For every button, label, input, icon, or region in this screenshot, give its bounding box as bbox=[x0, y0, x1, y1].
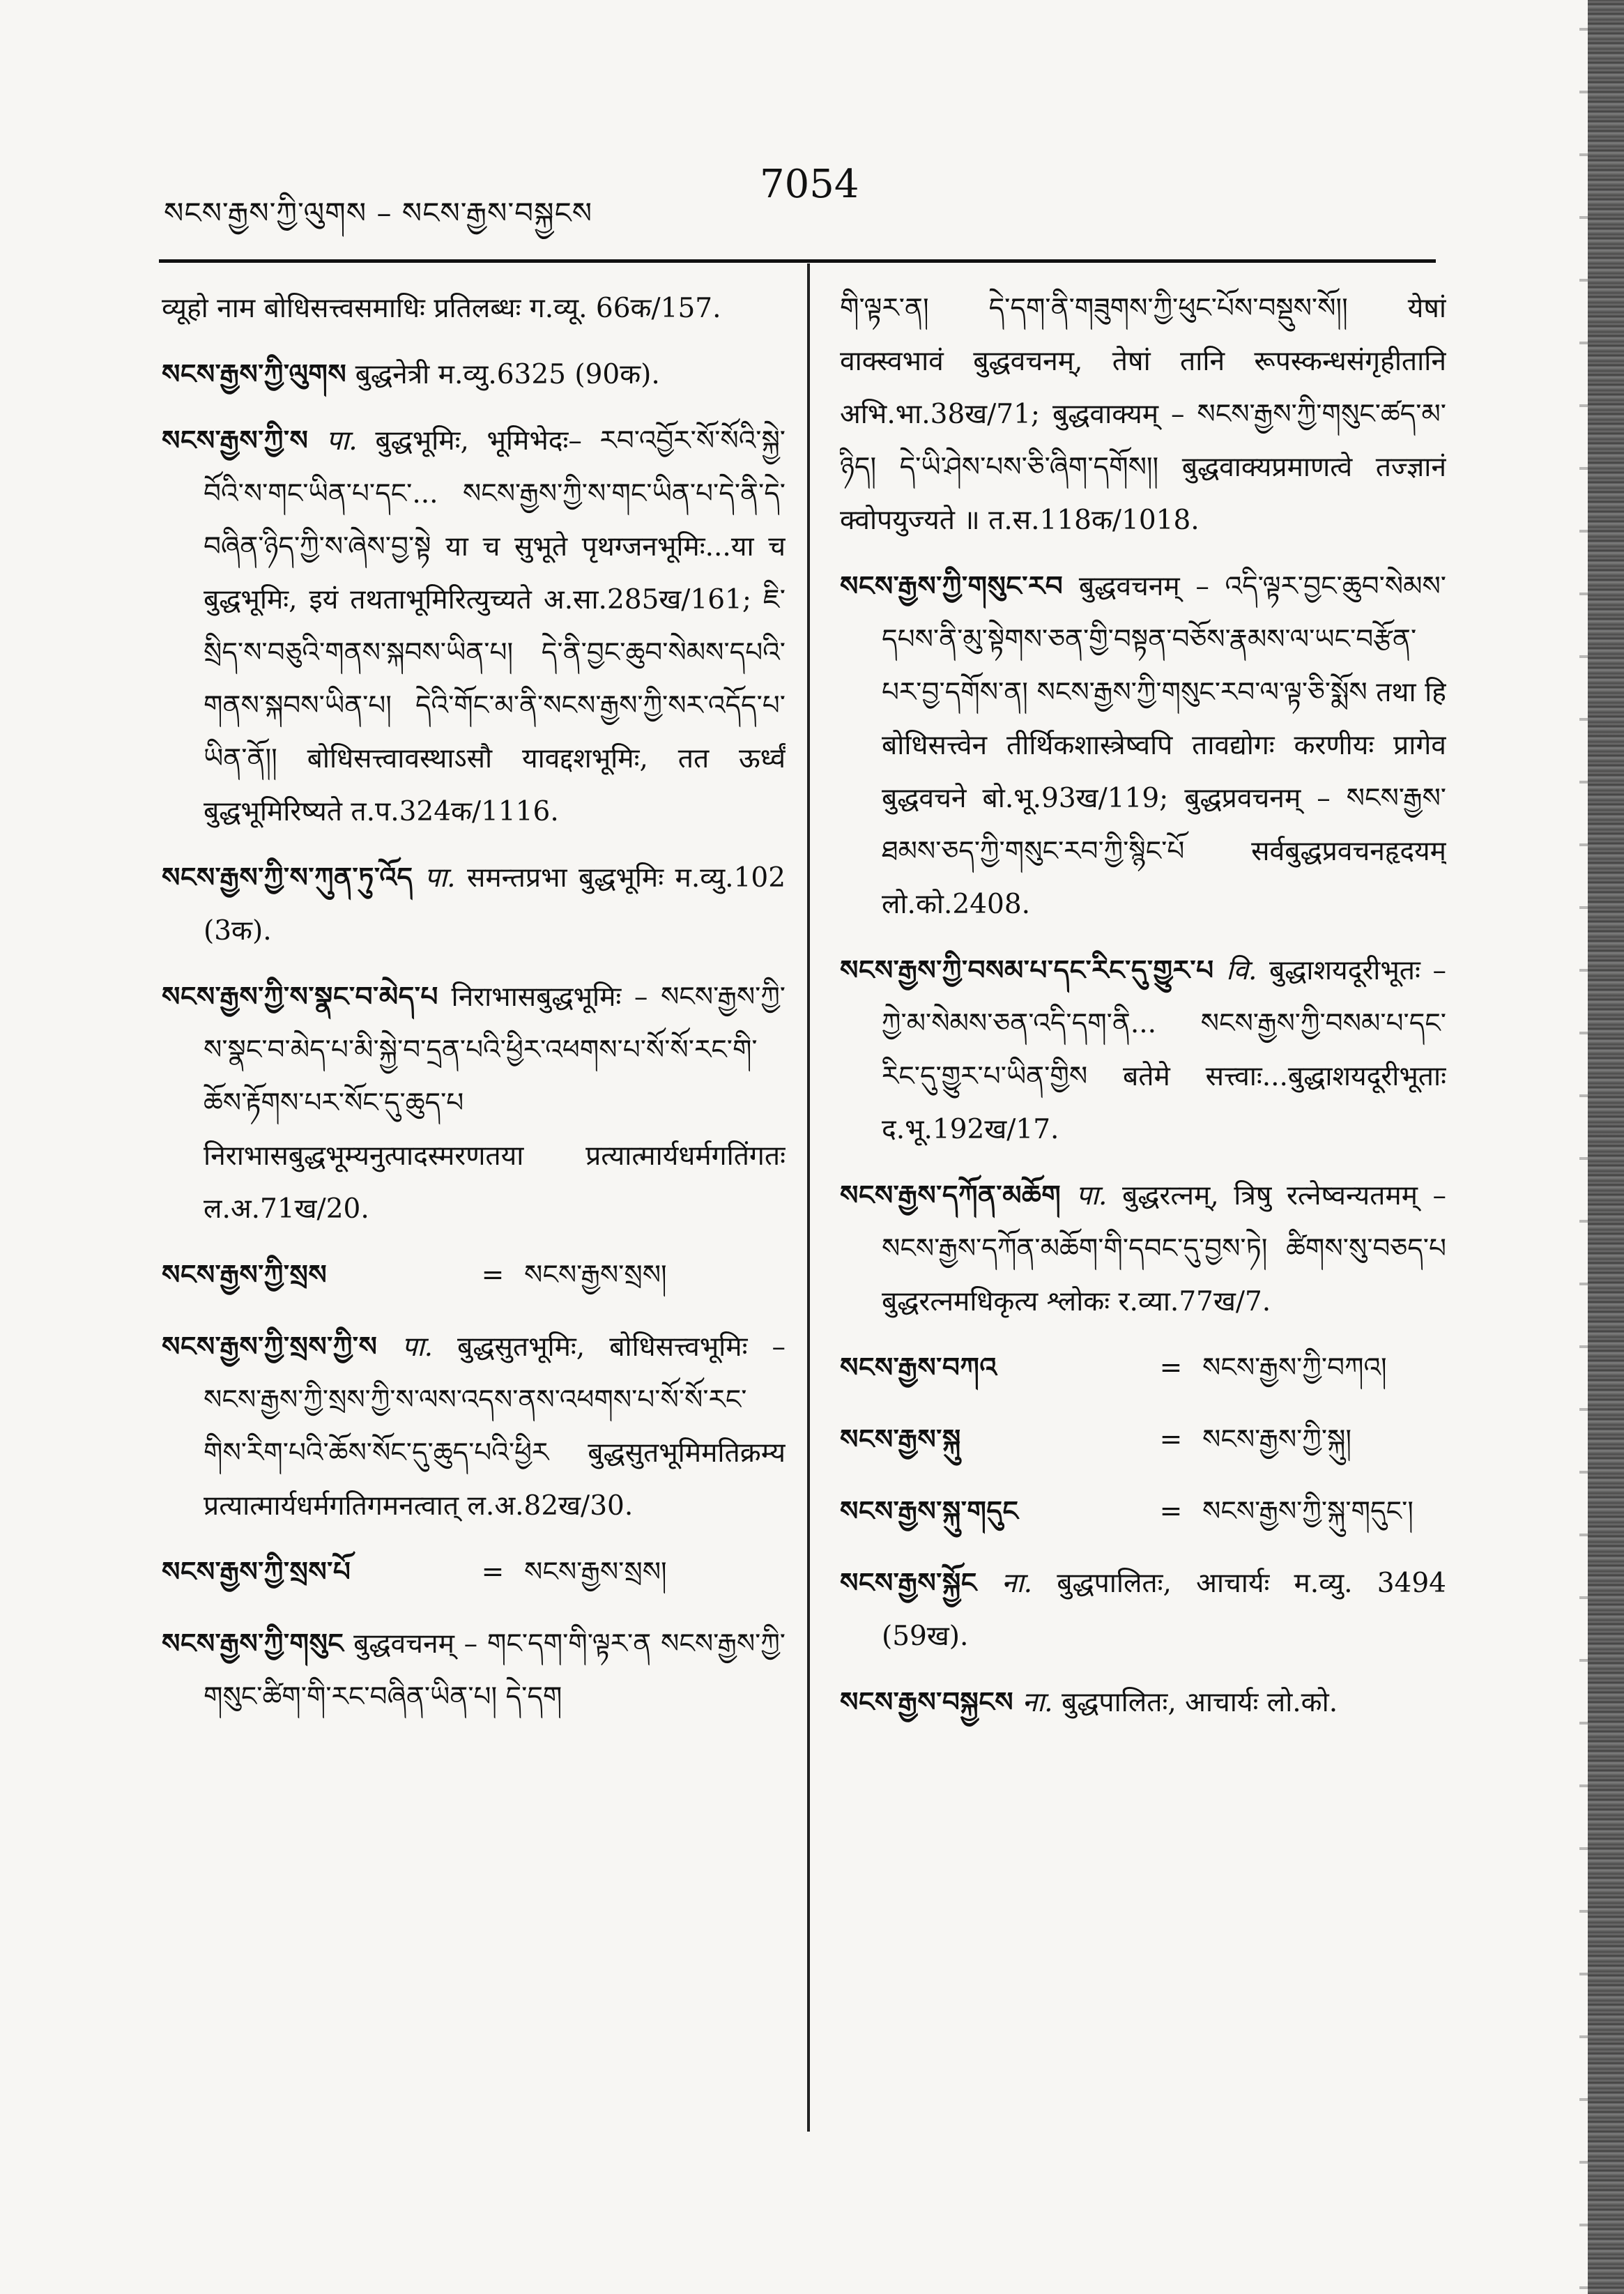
dictionary-entry bbox=[840, 1557, 1446, 1663]
equals-sign: = bbox=[1159, 1352, 1183, 1384]
header-rule bbox=[159, 259, 1436, 263]
dictionary-entry bbox=[162, 414, 786, 839]
entry-text: बुद्धवचनम् – གང་དག་གི་ལྟར་ན སངས་རྒྱས་ཀྱི་གསུང་ཚིག་གི་རང་བཞིན་ཡིན་པ། དེ་དག bbox=[204, 1628, 786, 1713]
cross-reference-target: སངས་རྒྱས་ཀྱི་བཀའ། bbox=[1202, 1352, 1387, 1384]
grammar-tag: ना. bbox=[1001, 1568, 1033, 1599]
headword: སངས་རྒྱས་སྐུ་གདུང bbox=[840, 1495, 1019, 1527]
grammar-tag: पा. bbox=[424, 862, 456, 894]
headword: སངས་རྒྱས་སྐུ bbox=[840, 1423, 961, 1455]
right-column bbox=[840, 282, 1446, 2123]
dictionary-entry bbox=[840, 560, 1446, 931]
equals-sign: = bbox=[1159, 1424, 1183, 1455]
cross-reference-entry bbox=[840, 1485, 1446, 1538]
headword: སངས་རྒྱས་ཀྱི་ས་སྣང་བ་མེད་པ bbox=[162, 981, 438, 1013]
equals-sign: = bbox=[1159, 1496, 1183, 1527]
cross-reference-target: སངས་རྒྱས་ཀྱི་སྐུ་གདུང་། bbox=[1202, 1496, 1414, 1527]
headword: སངས་རྒྱས་ཀྱི་གསུང་རབ bbox=[840, 570, 1064, 602]
entry-text: बुद्धभूमिः, भूमिभेदः– རབ་འབྱོར་སོ་སོའི་སྐྱེ་བོའི་ས་གང་ཡིན་པ་དང་... སངས་རྒྱས་ཀྱི་ས་གང་ཡིན་པ་དེ་ནི་དེ་བཞིན་ཉིད་ཀྱི་ས་ཞེས་བྱ་སྟེ या च सुभूते पृथग्जनभूमिः...या च बुद्धभूमिः, इयं तथताभूमिरित्युच्यते अ.सा.285ख/161; ཇི་སྲིད་ས་བཅུའི་གནས་སྐབས་ཡིན་པ། དེ་ནི་བྱང་ཆུབ་སེམས་དཔའི་གནས་སྐབས་ཡིན་པ། དེའི་གོང་མ་ནི་སངས་རྒྱས་ཀྱི་སར་འདོད་པ་ཡིན་ནོ།། बोधिसत्त्वावस्थाऽसौ यावद्दशभूमिः, तत ऊर्ध्वं बुद्धभूमिरिष्यते त.प.324क/1116. bbox=[204, 425, 786, 827]
cross-reference-entry bbox=[840, 1341, 1446, 1395]
entry-text: व्यूहो नाम बोधिसत्त्वसमाधिः प्रतिलब्धः ग.व्यू. 66क/157. bbox=[162, 293, 721, 324]
dictionary-entry bbox=[162, 348, 786, 402]
entry-text: बुद्धपालितः, आचार्यः लो.को. bbox=[1062, 1687, 1338, 1718]
entry-continuation bbox=[162, 282, 786, 335]
page-edge-shadow bbox=[1588, 0, 1624, 2294]
cross-reference-target: སངས་རྒྱས་སྲས། bbox=[524, 1260, 667, 1291]
headword: སངས་རྒྱས་ཀྱི་བསམ་པ་དང་རིང་དུ་གྱུར་པ bbox=[840, 954, 1214, 986]
cross-reference-entry bbox=[162, 1545, 786, 1599]
grammar-tag: पा. bbox=[326, 425, 358, 457]
dictionary-entry bbox=[162, 970, 786, 1236]
headword: སངས་རྒྱས་ཀྱི་སྲས་ཀྱི་ས bbox=[162, 1331, 378, 1363]
grammar-tag: पा. bbox=[401, 1331, 434, 1363]
page-number: 7054 bbox=[760, 162, 859, 207]
entry-text: बुद्धवचनम् – འདི་ལྟར་བྱང་ཆུབ་སེམས་དཔས་ནི་མུ་སྟེགས་ཅན་གྱི་བསྟན་བཅོས་རྣམས་ལ་ཡང་བརྩོན་པར་བྱ་དགོས་ན། སངས་རྒྱས་ཀྱི་གསུང་རབ་ལ་ལྟ་ཅི་སྨོས तथा हि बोधिसत्त्वेन तीर्थिकशास्त्रेष्वपि तावद्योगः करणीयः प्रागेव बुद्धवचने बो.भू.93ख/119; बुद्धप्रवचनम् – སངས་རྒྱས་ཐམས་ཅད་ཀྱི་གསུང་རབ་ཀྱི་སྙིང་པོ सर्वबुद्धप्रवचनहृदयम् लो.को.2408. bbox=[882, 571, 1446, 920]
dictionary-entry bbox=[162, 1320, 786, 1533]
headword: སངས་རྒྱས་ཀྱི་སྲས bbox=[162, 1259, 328, 1291]
column-divider bbox=[807, 263, 810, 2132]
cross-reference-target: སངས་རྒྱས་སྲས། bbox=[524, 1557, 667, 1588]
running-head: སངས་རྒྱས་ཀྱི་ལུགས – སངས་རྒྱས་བསྐྱངས bbox=[164, 196, 593, 230]
dictionary-entry bbox=[840, 1169, 1446, 1329]
headword: སངས་རྒྱས་སྐྱོང bbox=[840, 1567, 977, 1599]
grammar-tag: वि. bbox=[1226, 955, 1257, 986]
entry-text: बुद्धनेत्री म.व्यु.6325 (90क). bbox=[355, 359, 660, 390]
headword: སངས་རྒྱས་ཀྱི་ས bbox=[162, 425, 309, 457]
left-column bbox=[162, 282, 786, 2123]
headword: སངས་རྒྱས་ཀྱི་ས་ཀུན་ཏུ་འོད bbox=[162, 862, 413, 894]
headword: སངས་རྒྱས་བཀའ bbox=[840, 1352, 997, 1384]
cross-reference-entry bbox=[162, 1248, 786, 1302]
entry-text: གི་ལྟར་ན། དེ་དག་ནི་གཟུགས་ཀྱི་ཕུང་པོས་བསྡུས་སོ།། येषां वाक्स्वभावं बुद्धवचनम्, तेषां तानि रूपस्कन्धसंगृहीतानि अभि.भा.38ख/71; बुद्धवाक्यम् – སངས་རྒྱས་ཀྱི་གསུང་ཚད་མ་ཉིད། དེ་ཡི་ཤེས་པས་ཅི་ཞིག་དགོས།། बुद्धवाक्यप्रमाणत्वे तज्ज्ञानं क्वोपयुज्यते ॥ त.स.118क/1018. bbox=[840, 293, 1446, 536]
entry-text: बुद्धसुतभूमिः, बोधिसत्त्वभूमिः – སངས་རྒྱས་ཀྱི་སྲས་ཀྱི་ས་ལས་འདས་ནས་འཕགས་པ་སོ་སོ་རང་གིས་རིག་པའི་ཆོས་སོང་དུ་ཆུད་པའི་ཕྱིར बुद्धसुतभूमिमतिक्रम्य प्रत्यात्मार्यधर्मगतिगमनत्वात् ल.अ.82ख/30. bbox=[204, 1331, 786, 1522]
dictionary-entry bbox=[840, 1676, 1446, 1729]
equals-sign: = bbox=[481, 1260, 505, 1291]
dictionary-entry bbox=[162, 1617, 786, 1724]
entry-text: बुद्धरत्नम्, त्रिषु रत्नेष्वन्यतमम् – སངས་རྒྱས་དཀོན་མཆོག་གི་དབང་དུ་བྱས་ཏེ། ཚིགས་སུ་བཅད་པ बुद्धरत्नमधिकृत्य श्लोकः र.व्या.77ख/7. bbox=[882, 1180, 1446, 1317]
headword: སངས་རྒྱས་ཀྱི་སྲས་པོ bbox=[162, 1556, 351, 1588]
grammar-tag: ना. bbox=[1022, 1687, 1053, 1718]
entry-continuation bbox=[840, 282, 1446, 547]
dictionary-entry bbox=[840, 944, 1446, 1156]
equals-sign: = bbox=[481, 1557, 505, 1588]
headword: སངས་རྒྱས་ཀྱི་ལུགས bbox=[162, 358, 347, 390]
headword: སངས་རྒྱས་ཀྱི་གསུང bbox=[162, 1628, 344, 1660]
entry-text: समन्तप्रभा बुद्धभूमिः म.व्यु.102 (3क). bbox=[204, 862, 786, 947]
entry-text: निराभासबुद्धभूमिः – སངས་རྒྱས་ཀྱི་ས་སྣང་བ་མེད་པ་མི་སྐྱེ་བ་དྲན་པའི་ཕྱིར་འཕགས་པ་སོ་སོ་རང་གི་ཆོས་རྟོགས་པར་སོང་དུ་ཆུད་པ निराभासबुद्धभूम्यनुत्पादस्मरणतया प्रत्यात्मार्यधर्मगतिंगतः ल.अ.71ख/20. bbox=[204, 981, 786, 1225]
cross-reference-target: སངས་རྒྱས་ཀྱི་སྐུ། bbox=[1202, 1424, 1351, 1455]
headword: སངས་རྒྱས་དཀོན་མཆོག bbox=[840, 1179, 1062, 1211]
cross-reference-entry bbox=[840, 1413, 1446, 1467]
headword: སངས་རྒྱས་བསྐྱངས bbox=[840, 1686, 1014, 1718]
dictionary-entry bbox=[162, 851, 786, 958]
entry-text: बुद्धपालितः, आचार्यः म.व्यु. 3494 (59ख). bbox=[882, 1568, 1446, 1652]
grammar-tag: पा. bbox=[1075, 1180, 1108, 1211]
entry-text: बुद्धाशयदूरीभूतः – ཀྱེ་མ་སེམས་ཅན་འདི་དག་ནི... སངས་རྒྱས་ཀྱི་བསམ་པ་དང་རིང་དུ་གྱུར་པ་ཡིན་གྱིས बतेमे सत्त्वाः...बुद्धाशयदूरीभूताः द.भू.192ख/17. bbox=[882, 955, 1446, 1145]
page-edge-speckle bbox=[1579, 0, 1588, 2294]
